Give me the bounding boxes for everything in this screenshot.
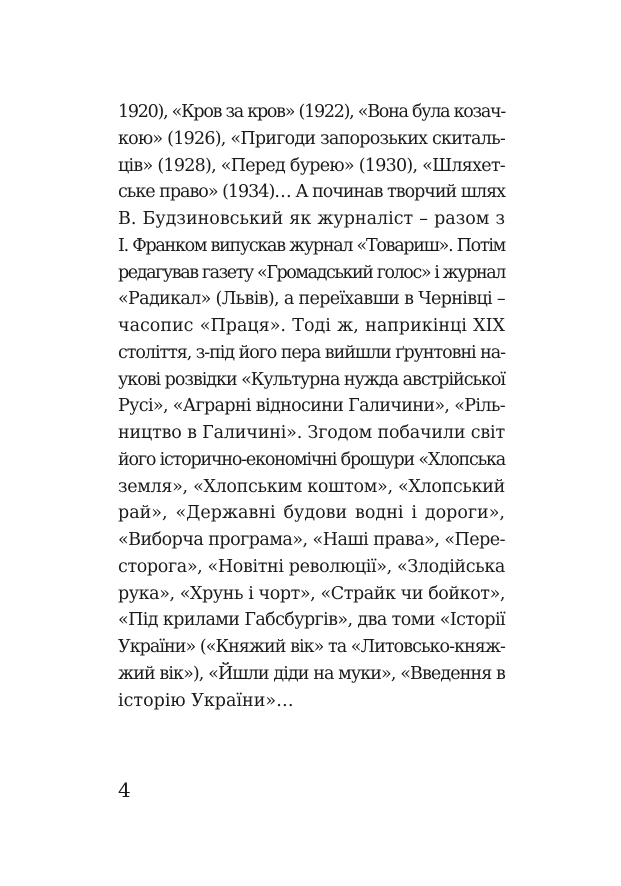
text-line: кою» (1926), «Пригоди запорозьких скиталь- xyxy=(118,128,506,149)
text-line: сторога», «Новітні революції», «Злодійська xyxy=(118,556,505,577)
text-line: століття, з-під його пера вийшли ґрунтовні на- xyxy=(118,342,506,363)
text-line: «Під крилами Габсбургів», два томи «Історії xyxy=(118,610,505,631)
text-line: земля», «Хлопським коштом», «Хлопський xyxy=(118,476,505,497)
text-line: рай», «Державні будови водні і дороги», xyxy=(118,503,505,524)
text-line: В. Будзиновський як журналіст – разом з xyxy=(118,209,505,229)
text-line: ців» (1928), «Перед бурею» (1930), «Шляхет- xyxy=(118,155,505,176)
text-line: ське право» (1934)… А починав творчий шлях xyxy=(118,182,506,203)
text-line: Русі», «Аграрні відносини Галичини», «Ріль- xyxy=(118,396,506,417)
text-line: його історично-економічні брошури «Хлопська xyxy=(118,449,505,470)
text-line: 1920), «Кров за кров» (1922), «Вона була козач- xyxy=(118,102,505,122)
page-number: 4 xyxy=(118,778,131,802)
text-line: «Виборча програма», «Наші права», «Пере- xyxy=(118,530,505,550)
text-line: жий вік»), «Йшли діди на муки», «Введення в xyxy=(118,663,505,684)
text-line: України» («Княжий вік» та «Литовсько-княж- xyxy=(118,637,505,657)
text-line: укові розвідки «Культурна нужда австрійської xyxy=(118,369,505,390)
text-line: І. Франком випускав журнал «Товариш». Потім xyxy=(118,235,505,256)
text-line: ництво в Галичині». Згодом побачили світ xyxy=(118,423,506,443)
text-line: історію України»… xyxy=(118,690,294,711)
text-line: рука», «Хрунь і чорт», «Страйк чи бойкот», xyxy=(118,583,505,604)
text-line: часопис «Праця». Тоді ж, наприкінці XIX xyxy=(118,316,505,336)
text-line: редагував газету «Громадський голос» і журнал xyxy=(118,262,505,283)
text-line: «Радикал» (Львів), а переїхавши в Чернівці – xyxy=(118,289,505,310)
body-text xyxy=(118,99,505,714)
